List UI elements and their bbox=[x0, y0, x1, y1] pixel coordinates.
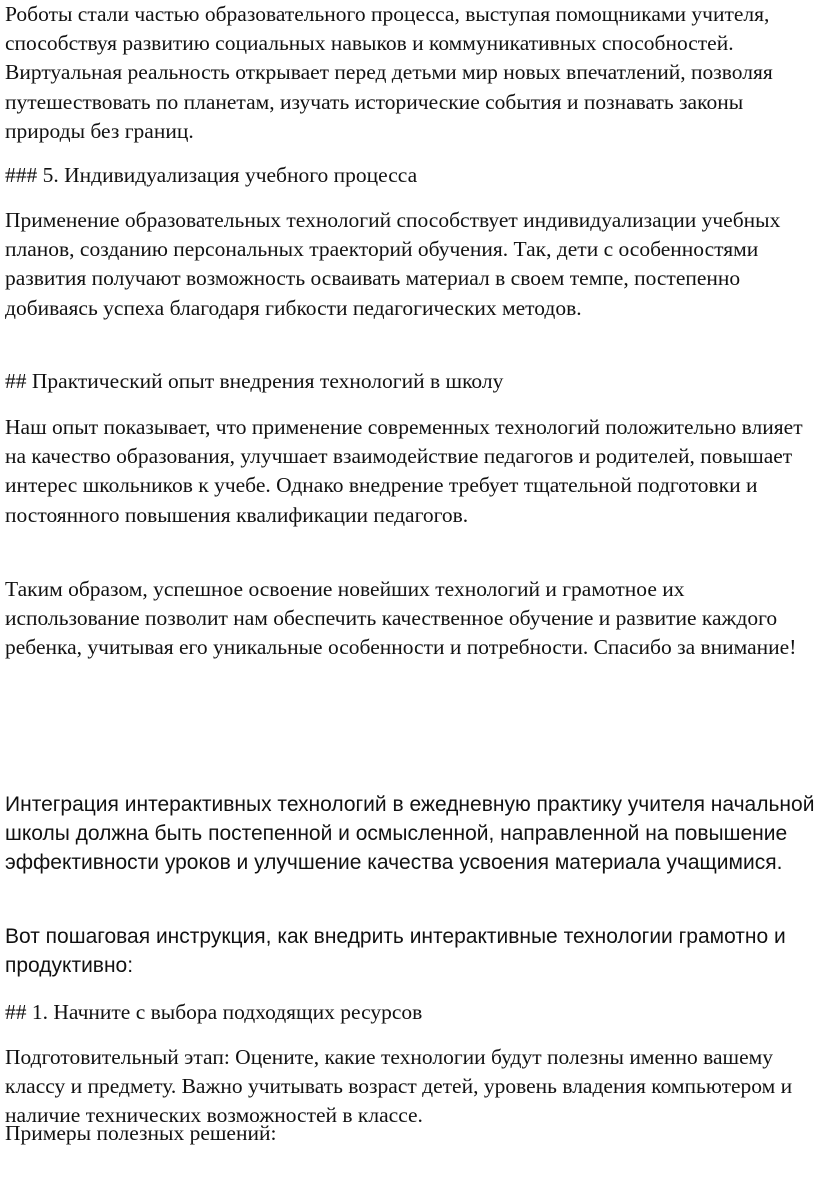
paragraph-robots-vr: Роботы стали частью образовательного процесса, выступая помощниками учителя, способствуя развитию социальных навыков и коммуникативных способностей. Виртуальная реальность открывает перед детьми мир новых впечатлений, позволяя путешествовать по планетам, изучать исторические события и познавать законы природы без границ. bbox=[5, 2, 773, 143]
heading-choose-resources: ## 1. Начните с выбора подходящих ресурсов bbox=[5, 1000, 423, 1024]
heading-individualization: ### 5. Индивидуализация учебного процесса bbox=[5, 163, 418, 187]
paragraph-conclusion: Таким образом, успешное освоение новейших технологий и грамотное их использование позволит нам обеспечить качественное обучение и развитие каждого ребенка, учитывая его уникальные особенности и потребности. Спасибо за внимание! bbox=[5, 577, 797, 660]
paragraph-examples-label: Примеры полезных решений: bbox=[5, 1121, 277, 1145]
paragraph-individualization: Применение образовательных технологий способствует индивидуализации учебных планов, созданию персональных траекторий обучения. Так, дети с особенностями развития получают возможность осваивать материал в своем темпе, постепенно добиваясь успеха благодаря гибкости педагогических методов. bbox=[5, 208, 781, 320]
paragraph-preparation: Подготовительный этап: Оцените, какие технологии будут полезны именно вашему классу и предмету. Важно учитывать возраст детей, уровень владения компьютером и наличие технических возможностей в классе. bbox=[5, 1045, 793, 1128]
paragraph-integration: Интеграция интерактивных технологий в ежедневную практику учителя начальной школы должна быть постепенной и осмысленной, направленной на повышение эффективности уроков и улучшение качества усвоения материала учащимися. bbox=[5, 793, 815, 875]
paragraph-experience: Наш опыт показывает, что применение современных технологий положительно влияет на качество образования, улучшает взаимодействие педагогов и родителей, повышает интерес школьников к учебе. Однако внедрение требует тщательной подготовки и постоянного повышения квалификации педагогов. bbox=[5, 415, 803, 527]
paragraph-instruction-intro: Вот пошаговая инструкция, как внедрить интерактивные технологии грамотно и продуктивно: bbox=[5, 925, 786, 978]
heading-practical-experience: ## Практический опыт внедрения технологий в школу bbox=[5, 369, 504, 393]
